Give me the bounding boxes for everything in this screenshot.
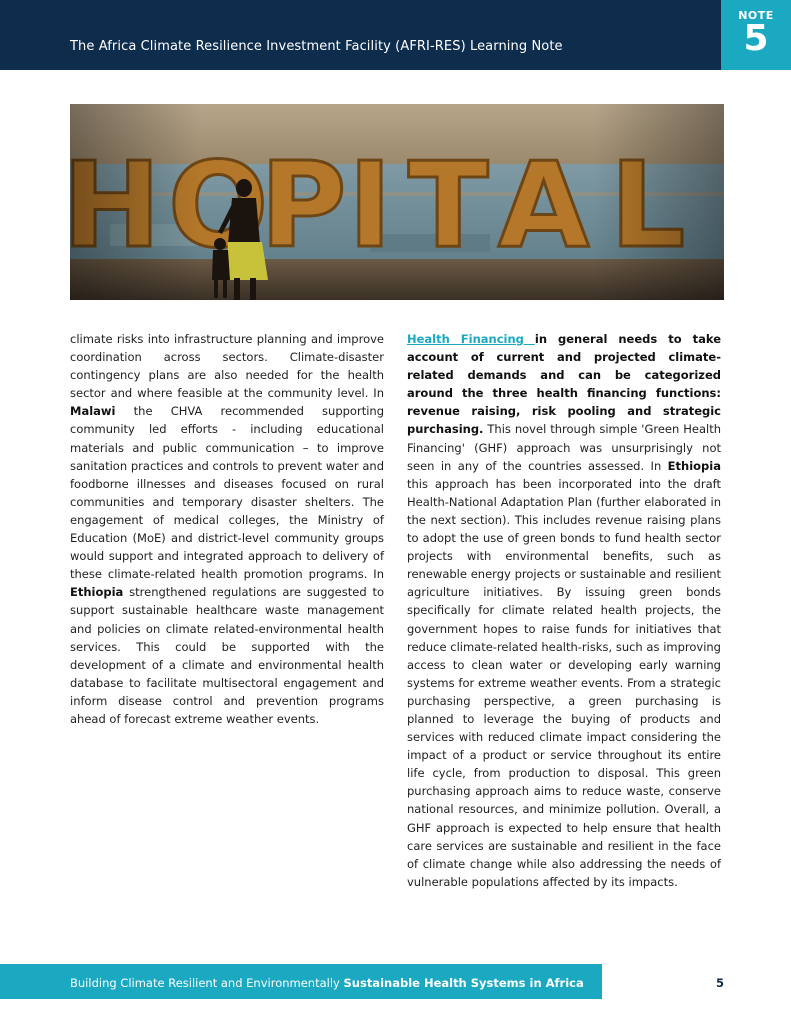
text-run: this approach has been incorporated into the draft Health-National Adaptation Plan (further elaborated in the next section). This includes revenue raising plans to adopt the use of green bonds to fund health sector projects with environmental benefits, such as renewable energy projects or sustainable and resilient agriculture initiatives. By issuing green bonds specifically for climate related health projects, the government hopes to raise funds for initiatives that reduce climate-related health-risks, such as improving access to clean water or developing early warning systems for extreme weather events. From a strategic purchasing perspective, a green purchasing is planned to leverage the buying of products and services with reduced climate impact considering the impact of a product or service throughout its entire life cycle, from production to disposal. This green purchasing approach aims to reduce waste, conserve national resources, and minimize pollution. Overall, a GHF approach is expected to help ensure that health care services are sustainable and resilient in the face of climate change while also addressing the needs of vulnerable populations affected by its impacts.: [407, 476, 721, 889]
page-header: [0, 0, 791, 70]
country-ethiopia: Ethiopia: [70, 585, 124, 600]
country-ethiopia: Ethiopia: [667, 458, 721, 473]
right-paragraph: [407, 330, 721, 891]
footer-text-bold: Sustainable Health Systems in Africa: [343, 976, 584, 990]
note-label: NOTE: [738, 9, 774, 22]
text-run: strengthened regulations are suggested to support sustainable healthcare waste management and policies on climate related-environmental health services. This could be supported with the development of a climate and environmental health database to facilitate multisectoral engagement and inform disease control and prevention programs ahead of forecast extreme weather events.: [70, 585, 384, 726]
text-run: climate risks into infrastructure planning and improve coordination across sectors. Climate-disaster contingency plans are also needed for the health sector and where feasible at the community level. In: [70, 332, 384, 401]
note-badge: [721, 0, 791, 70]
health-financing-link[interactable]: Health Financing: [407, 332, 535, 346]
right-text-column: [407, 330, 721, 891]
text-run: the CHVA recommended supporting community led efforts - including educational materials and public communication – to improve sanitation practices and controls to prevent water and foodborne illnesses and diseases focused on rural communities and temporary disaster shelters. The engagement of medical colleges, the Ministry of Education (MoE) and district-level community groups would support and integrated approach to delivery of these climate-related health promotion programs. In: [70, 404, 384, 582]
bold-intro: in general needs to take account of current and projected climate-related demands and can be categorized around the three health financing functions: revenue raising, risk pooling and strategic purchasing.: [407, 332, 721, 437]
footer-title: [70, 976, 584, 990]
country-malawi: Malawi: [70, 404, 116, 419]
hospital-wall-photo: [70, 104, 724, 300]
page-number: 5: [715, 976, 724, 990]
left-text-column: [70, 330, 384, 728]
note-number: 5: [743, 18, 769, 59]
footer-text-regular: Building Climate Resilient and Environmentally: [70, 976, 344, 990]
header-title: The Africa Climate Resilience Investment Facility (AFRI-RES) Learning Note: [70, 39, 563, 54]
text-run: This novel through simple 'Green Health Financing' (GHF) approach was unsurprisingly not seen in any of the countries assessed. In: [407, 422, 721, 473]
left-paragraph: [70, 330, 384, 728]
